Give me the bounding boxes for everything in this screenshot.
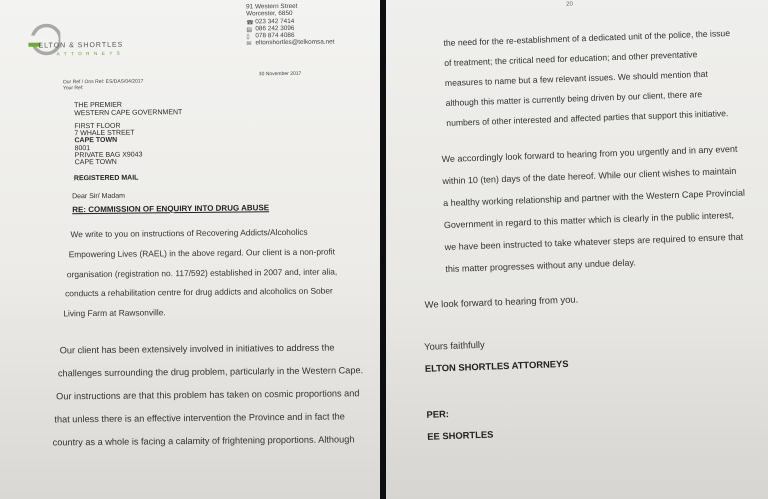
address-line: CAPE TOWN xyxy=(74,136,118,145)
registered-mail: REGISTERED MAIL xyxy=(73,174,139,183)
paragraph-line: this matter progresses without any undue delay. xyxy=(445,257,636,275)
email-icon: ✉ xyxy=(246,41,252,48)
per-label: PER: xyxy=(426,408,450,420)
firm-subtitle: A T T O R N E Y S xyxy=(56,50,122,57)
paragraph-line: within 10 (ten) days of the date hereof. While our client wishes to maintain xyxy=(442,165,737,187)
paragraph-line: We accordingly look forward to hearing from you urgently and in any event xyxy=(441,143,738,165)
address-line: 7 WHALE STREET xyxy=(74,129,135,138)
mobile-icon: ▯ xyxy=(246,34,250,41)
letter-page-right xyxy=(386,0,768,499)
contact-line: 078 874 4086 xyxy=(255,31,295,40)
contact-line: Worcester, 6850 xyxy=(246,9,293,18)
salutation: Dear Sir/ Madam xyxy=(72,192,126,201)
paragraph-line: a healthy working relationship and partner with the Western Cape Provincial xyxy=(442,187,746,209)
address-line: PRIVATE BAG X9043 xyxy=(74,151,143,160)
paragraph-line: challenges surrounding the drug problem, particularly in the Western Cape. xyxy=(57,365,364,379)
paragraph-line: numbers of other interested and affected parties that support this initiative. xyxy=(446,108,729,128)
signatory-firm: ELTON SHORTLES ATTORNEYS xyxy=(424,357,569,374)
firm-name: ELTON & SHORTLES xyxy=(38,41,124,50)
paragraph-line: of treatment; the critical need for education; and other preventative xyxy=(444,49,698,69)
paragraph-line: the need for the re-establishment of a dedicated unit of the police, the issue xyxy=(443,28,731,49)
paragraph-line: We write to you on instructions of Recovering Addicts/Alcoholics xyxy=(70,226,308,240)
sign-off: Yours faithfully xyxy=(423,338,485,352)
reference-line: Our Ref / Ons Ref: ES/DAS/04/2017 xyxy=(62,78,144,86)
contact-line: 91 Western Street xyxy=(246,2,298,11)
firm-logo-icon xyxy=(26,21,60,57)
contact-line: 023 342 7414 xyxy=(255,17,295,26)
letter-date: 30 November 2017 xyxy=(258,70,302,78)
phone-icon: ☎ xyxy=(246,20,254,27)
address-line: FIRST FLOOR xyxy=(74,122,121,131)
signatory-name: EE SHORTLES xyxy=(427,428,494,442)
paragraph-line: Our instructions are that this problem has taken on cosmic proportions and xyxy=(56,388,360,402)
addressee-line: WESTERN CAPE GOVERNMENT xyxy=(74,109,183,118)
paragraph-line: conducts a rehabilitation centre for drug addicts and alcoholics on Sober xyxy=(65,285,333,299)
paragraph-line: organisation (registration no. 117/592) established in 2007 and, inter alia, xyxy=(66,266,338,280)
paragraph-line: although this matter is currently being driven by our client, there are xyxy=(445,89,703,108)
paragraph-line: country as a whole is facing a calamity of frightening proportions. Although xyxy=(52,434,355,448)
contact-line: eltonshortles@telkomsa.net xyxy=(255,38,335,47)
paragraph-line: that unless there is an effective intervention the Province and in fact the xyxy=(54,411,345,425)
contact-line: 086 242 3096 xyxy=(255,24,295,33)
reference-line: Your Ref: xyxy=(62,85,84,92)
fax-icon: ▤ xyxy=(246,27,253,34)
addressee-line: THE PREMIER xyxy=(74,101,122,110)
closing-line: We look forward to hearing from you. xyxy=(424,293,579,310)
paragraph-line: we have been instructed to take whatever steps are required to ensure that xyxy=(444,231,744,253)
paragraph-line: Government in regard to this matter which is clearly in the public interest, xyxy=(443,209,735,231)
page-number: 20 xyxy=(566,1,574,8)
letter-subject: RE: COMMISSION OF ENQUIRY INTO DRUG ABUSE xyxy=(72,203,270,215)
address-line: 8001 xyxy=(74,145,91,153)
paragraph-line: measures to name but a few relevant issues. We should mention that xyxy=(444,68,708,88)
paragraph-line: Our client has been extensively involved in initiatives to address the xyxy=(59,342,335,356)
paragraph-line: Empowering Lives (RAEL) in the above regard. Our client is a non-profit xyxy=(68,246,335,260)
paragraph-line: Living Farm at Rawsonville. xyxy=(63,307,166,319)
letter-page-left xyxy=(0,0,380,499)
address-line: CAPE TOWN xyxy=(74,158,117,167)
